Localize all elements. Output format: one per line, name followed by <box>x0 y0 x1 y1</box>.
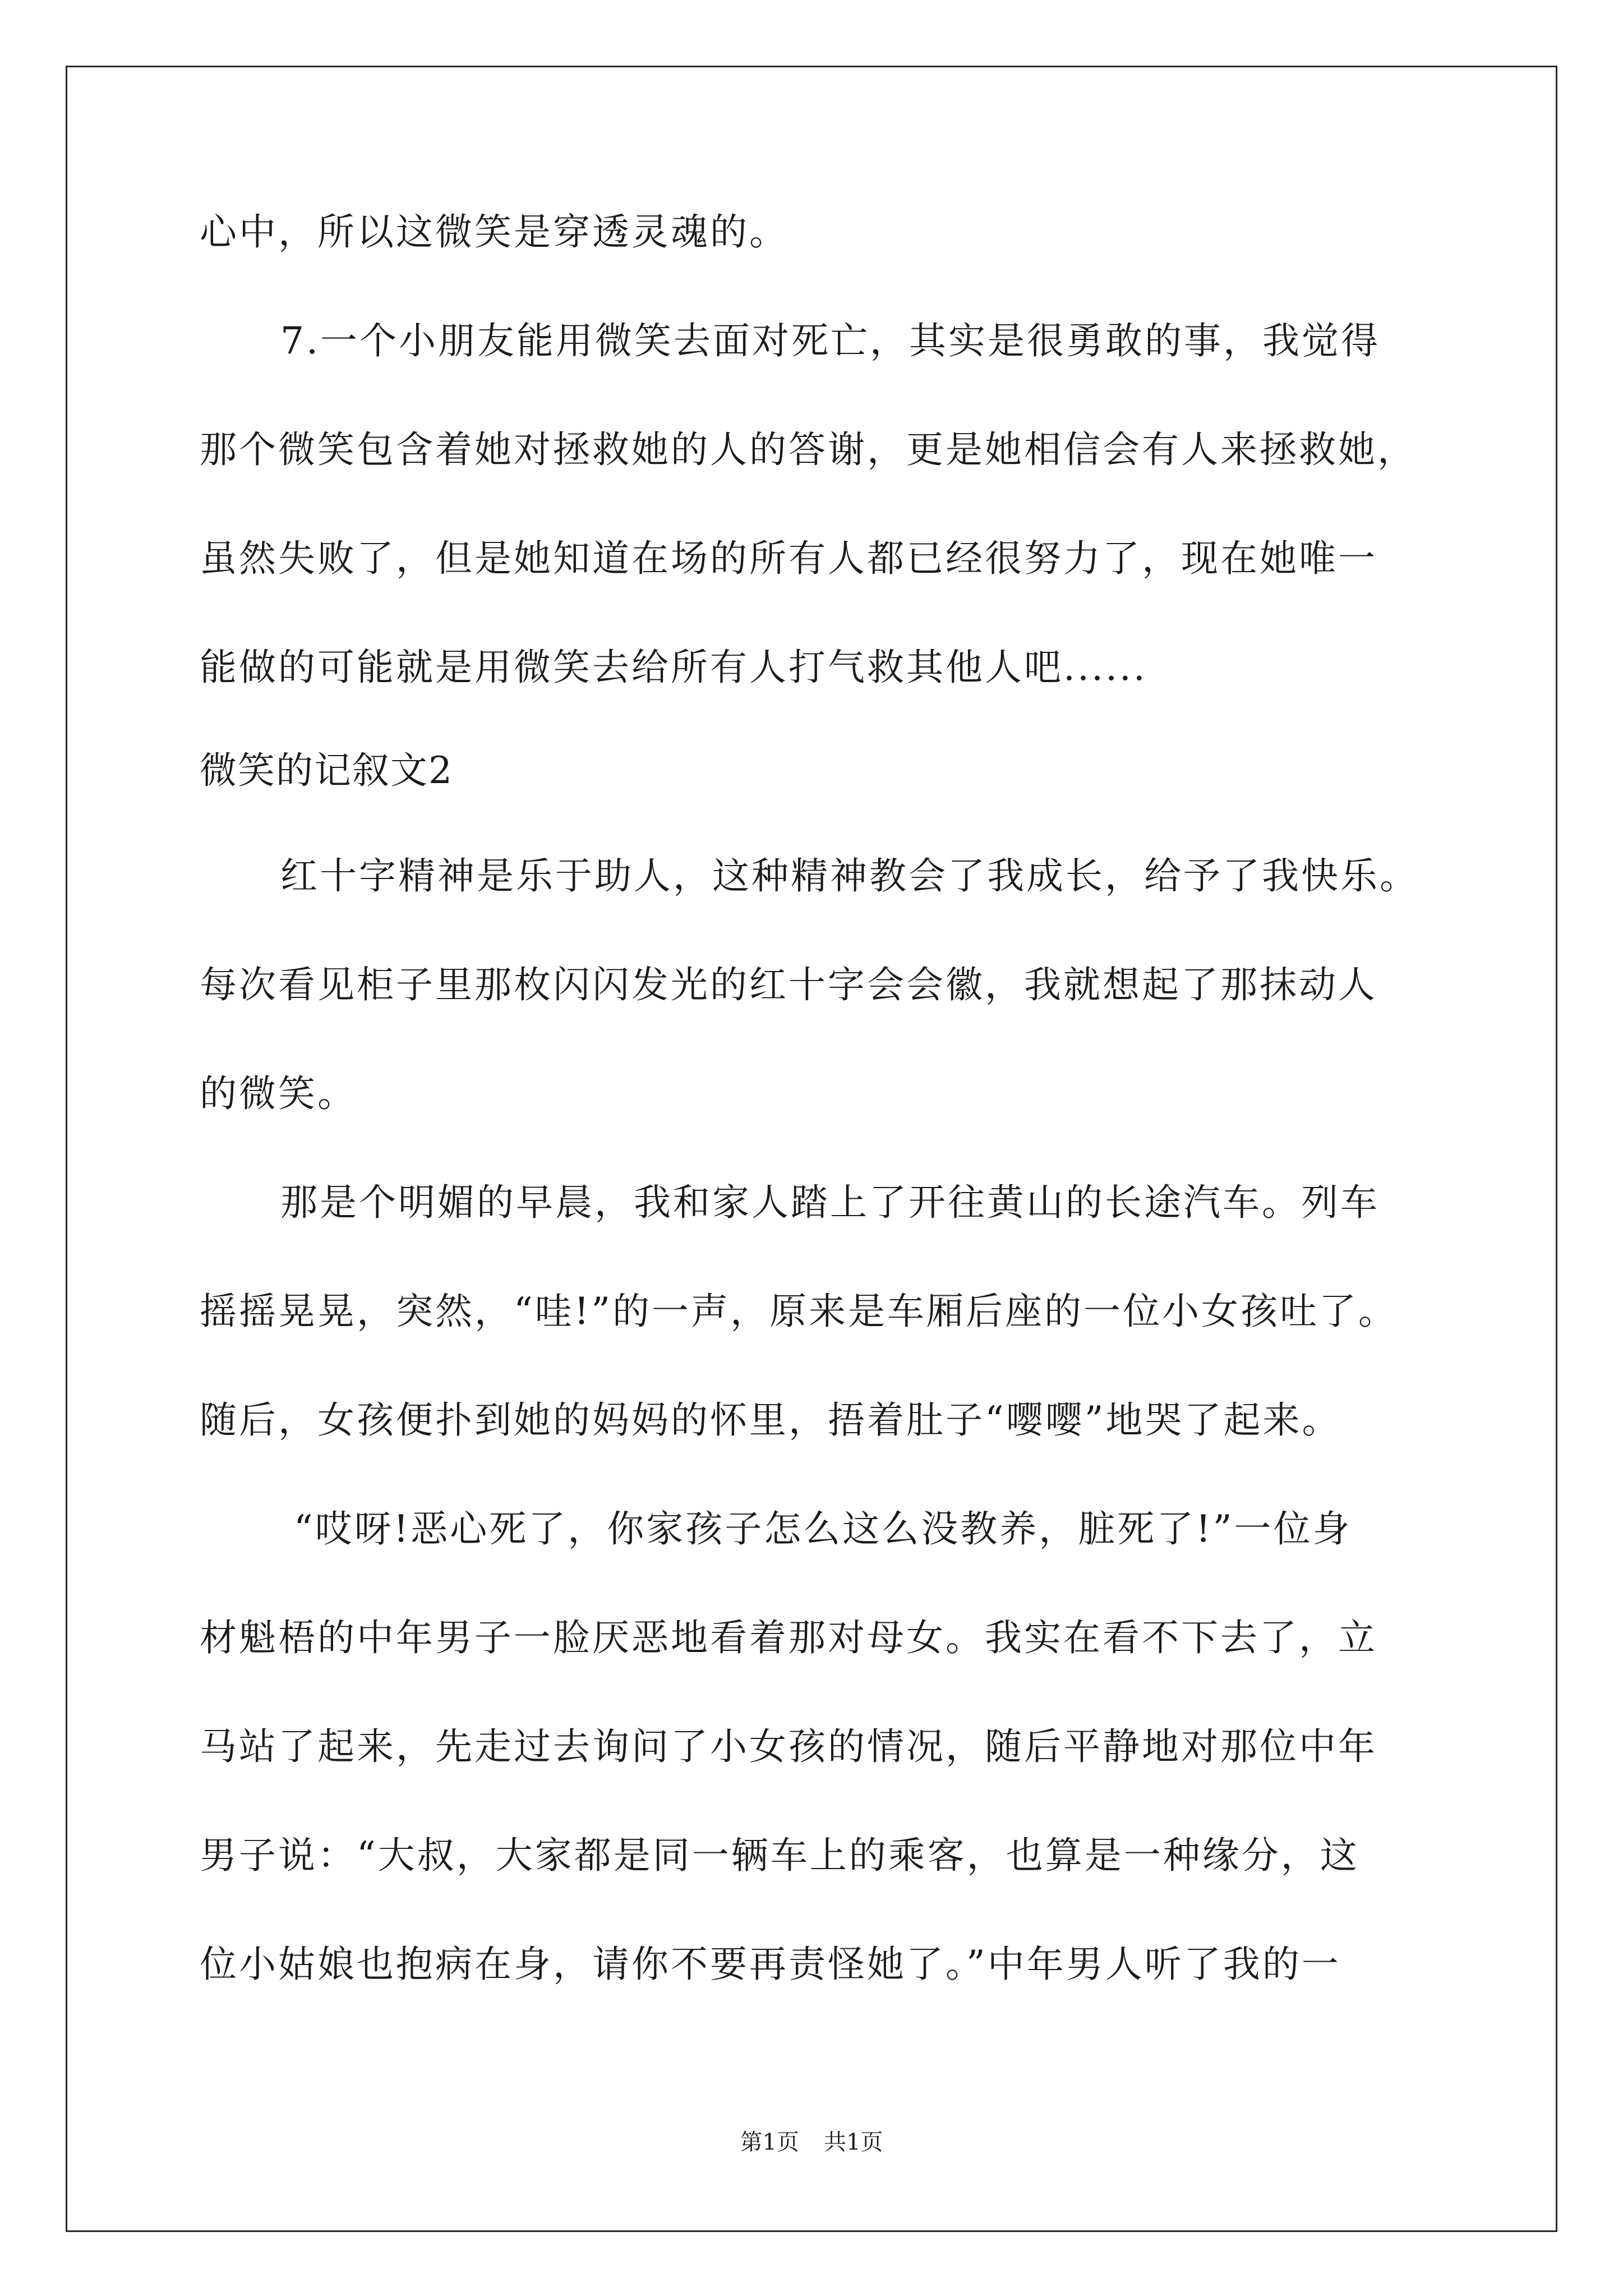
text-line: 红十字精神是乐于助人，这种精神教会了我成长，给予了我快乐。 <box>280 854 1419 898</box>
page-total: 共1页 <box>824 2129 883 2155</box>
text-line: 虽然失败了，但是她知道在场的所有人都已经很努力了，现在她唯一 <box>200 537 1377 580</box>
section-heading: 微笑的记叙文2 <box>200 749 453 792</box>
text-line: 能做的可能就是用微笑去给所有人打气救其他人吧...... <box>200 646 1147 689</box>
text-line: 那是个明媚的早晨，我和家人踏上了开往黄山的长途汽车。列车 <box>280 1181 1380 1224</box>
text-line: 男子说：“大叔，大家都是同一辆车上的乘客，也算是一种缘分，这 <box>200 1834 1359 1877</box>
text-line: 的微笑。 <box>200 1072 357 1115</box>
page-number: 第1页 <box>740 2129 799 2155</box>
page-footer <box>0 2128 1623 2156</box>
text-line: 7.一个小朋友能用微笑去面对死亡，其实是很勇敢的事，我觉得 <box>280 319 1380 362</box>
text-line: 摇摇晃晃，突然，“哇!”的一声，原来是车厢后座的一位小女孩吐了。 <box>200 1290 1398 1333</box>
text-line: 每次看见柜子里那枚闪闪发光的红十字会会徽，我就想起了那抹动人 <box>200 963 1377 1006</box>
text-line: 马站了起来，先走过去询问了小女孩的情况，随后平静地对那位中年 <box>200 1725 1377 1768</box>
text-line: 材魁梧的中年男子一脸厌恶地看着那对母女。我实在看不下去了，立 <box>200 1616 1377 1659</box>
document-body <box>200 208 1428 1989</box>
text-line: 那个微笑包含着她对拯救她的人的答谢，更是她相信会有人来拯救她， <box>200 428 1417 471</box>
text-line: 心中，所以这微笑是穿透灵魂的。 <box>200 210 789 254</box>
text-line: “哎呀!恶心死了，你家孩子怎么这么没教养，脏死了!”一位身 <box>294 1507 1352 1550</box>
text-line: 随后，女孩便扑到她的妈妈的怀里，捂着肚子“嘤嘤”地哭了起来。 <box>200 1398 1341 1442</box>
text-line: 位小姑娘也抱病在身，请你不要再责怪她了。”中年男人听了我的一 <box>200 1943 1341 1986</box>
